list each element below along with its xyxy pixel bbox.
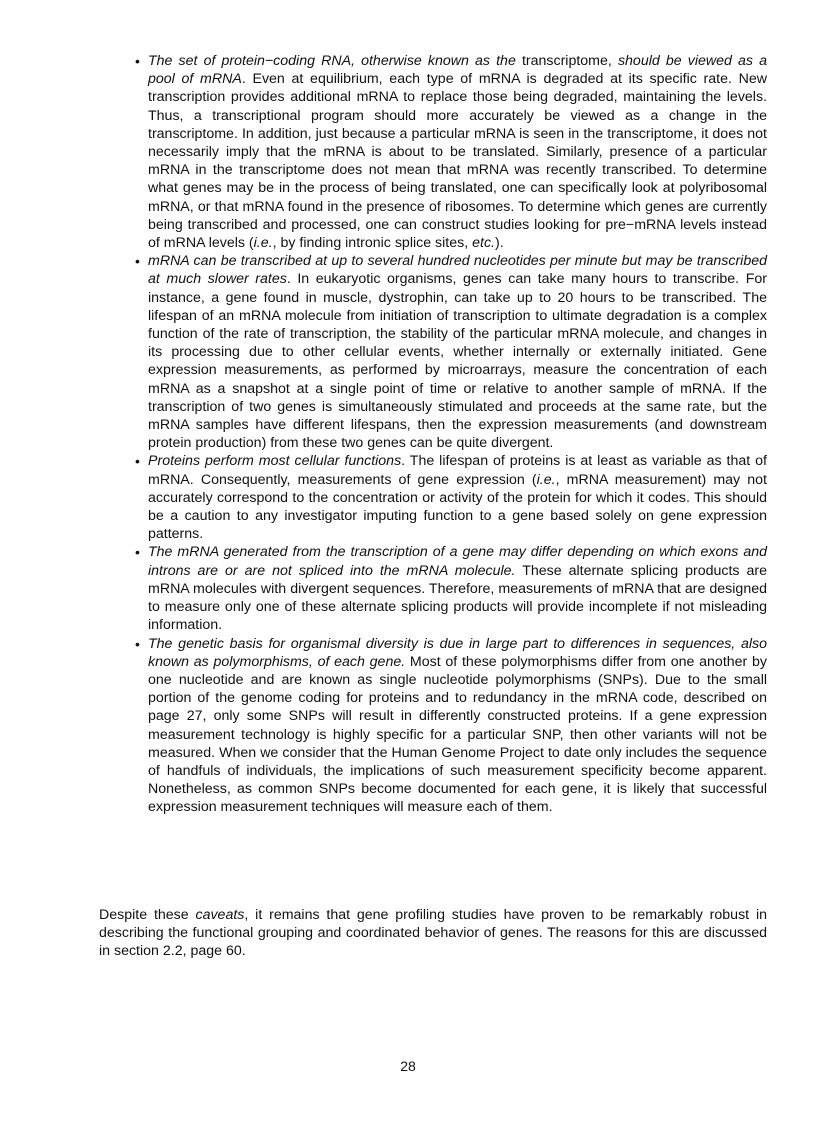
bullet-mark: • — [135, 544, 140, 561]
text-run: , it remains that gene profiling studies have proven to be remarkably robust in describing the functional grouping and coordinated behavior of genes. The reasons for this are discussed in section 2.2, page 60. — [99, 907, 767, 960]
italic-text-run: Proteins perform most cellular functions — [148, 453, 402, 470]
italic-text-run: The set of protein−coding RNA, otherwise known as the — [148, 53, 522, 69]
italic-text-run: should be viewed as a pool of mRNA — [148, 53, 767, 88]
text-run: , by finding intronic splice sites, — [272, 235, 473, 252]
bullet-mark: • — [135, 253, 140, 270]
italic-text-run: The mRNA generated from the transcription of a gene may differ depending on which exons and introns are or are not spliced into the mRNA molecule. — [148, 544, 767, 579]
bullet-item — [135, 635, 767, 817]
bullet-item — [135, 543, 767, 634]
page-number: 28 — [400, 1058, 416, 1074]
italic-text-run: mRNA can be transcribed at up to several hundred nucleotides per minute but may be transcribed at much slower rates — [148, 253, 767, 288]
bullet-item — [135, 52, 768, 252]
italic-text-run: caveats — [195, 907, 245, 923]
italic-text-run: i.e. — [536, 471, 556, 488]
bullet-list — [135, 52, 768, 817]
text-run: . In eukaryotic organisms, genes can take many hours to transcribe. For instance, a gene found in muscle, dystrophin, can take up to 20 hours to be transcribed. The lifespan of an mRNA molecule from initiation of transcription to ultimate degradation is a complex function of the rate of transcription, the stability of the particular mRNA molecule, and changes in its processing due to other cellular events, whether internally or externally initiated. Gene expression measurements, as performed by microarrays, measure the concentration of each mRNA as a snapshot at a single point of time or relative to another sample of mRNA. If the transcription of two genes is simultaneously stimulated and proceeds at the same rate, but the mRNA samples have different lifespans, then the expression measurements (and downstream protein production) from these two genes can be quite divergent. — [148, 271, 767, 452]
text-run: These alternate splicing products are mRNA molecules with divergent sequences. Therefore, measurements of mRNA that are designed to measure only one of these alternate splicing products will provide incomplete if not misleading information. — [148, 562, 767, 634]
italic-text-run: The genetic basis for organismal diversity is due in large part to differences in sequences, also known as polymorphisms, of each gene. — [148, 635, 767, 670]
text-run: Despite these — [99, 907, 196, 923]
text-run: ). — [494, 235, 504, 252]
bullet-mark: • — [135, 453, 140, 470]
bullet-mark: • — [135, 53, 140, 69]
text-run: . The lifespan of proteins is at least as variable as that of mRNA. Consequently, measurements of gene expression ( — [148, 453, 767, 488]
closing-paragraph — [99, 906, 767, 961]
bullet-mark: • — [135, 635, 140, 652]
text-run: transcriptome, — [521, 53, 618, 69]
text-run: , mRNA measurement) may not accurately correspond to the concentration or activity of the protein for which it codes. This should be a caution to any investigator imputing function to a gene based solely on gene expression patterns. — [148, 471, 767, 543]
text-run: . Even at equilibrium, each type of mRNA is degraded at its specific rate. New transcription provides additional mRNA to replace those being degraded, maintaining the levels. Thus, a transcriptional program should more accurately be viewed as a change in the transcriptome. In addition, just because a particular mRNA is seen in the transcriptome, it does not necessarily imply that the mRNA is about to be translated. Similarly, presence of a particular mRNA in the transcriptome does not mean that mRNA was recently transcribed. To determine what genes may be in the process of being translated, one can specifically look at polyribosomal mRNA, or that mRNA found in the presence of ribosomes. To determine which genes are currently being transcribed and processed, one can construct studies looking for pre−mRNA levels instead of mRNA levels ( — [148, 71, 768, 252]
text-run: Most of these polymorphisms differ from one another by one nucleotide and are known as single nucleotide polymorphisms (SNPs). Due to the small portion of the genome coding for proteins and to redundancy in the mRNA code, described on page 27, only some SNPs will result in differently constructed proteins. If a gene expression measurement technology is highly specific for a particular SNP, then other variants will not be measured. When we consider that the Human Genome Project to date only includes the sequence of handfuls of individuals, the implications of such measurement specificity become apparent. Nonetheless, as common SNPs become documented for each gene, it is likely that successful expression measurement techniques will measure each of them. — [148, 653, 767, 816]
bullet-item — [135, 252, 767, 452]
bullet-item — [135, 452, 767, 543]
italic-text-run: etc. — [472, 235, 495, 252]
italic-text-run: i.e. — [253, 235, 273, 252]
